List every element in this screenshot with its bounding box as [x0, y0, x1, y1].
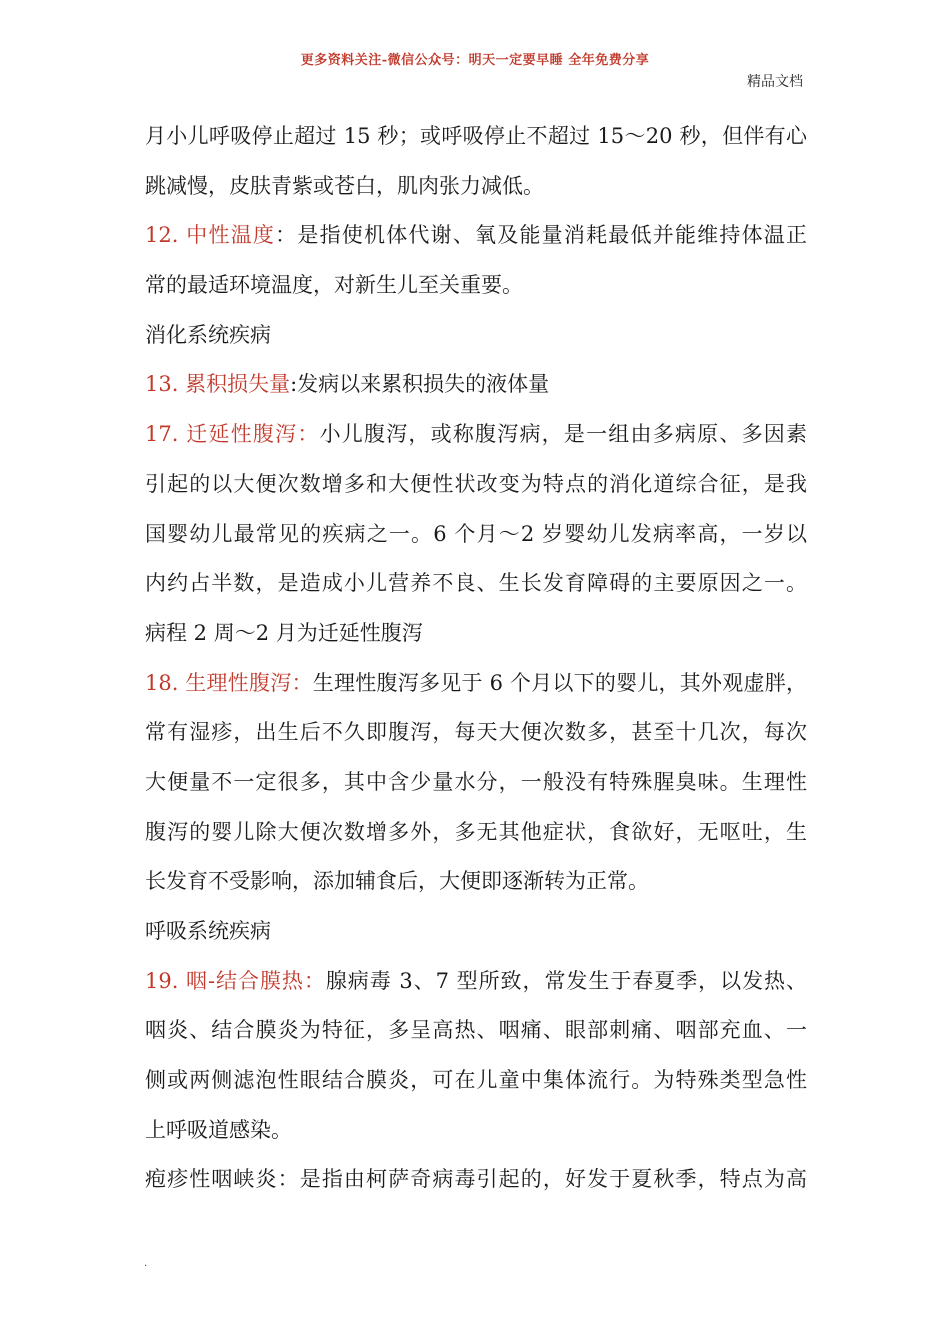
term-heading: 18. 生理性腹泻： — [145, 670, 313, 695]
term-heading: 12. 中性温度 — [145, 223, 276, 248]
line-text: 腹泻的婴儿除大便次数增多外，多无其他症状，食欲好，无呕吐，生 — [145, 819, 807, 844]
line-text: 国婴幼儿最常见的疾病之一。6 个月～2 岁婴幼儿发病率高，一岁以 — [145, 521, 807, 546]
term-heading: 17. 迁延性腹泻： — [145, 422, 320, 447]
text-line — [145, 162, 807, 212]
text-line — [145, 559, 807, 609]
line-text: 侧或两侧滤泡性眼结合膜炎，可在儿童中集体流行。为特殊类型急性 — [145, 1068, 807, 1093]
line-text: 咽炎、结合膜炎为特征，多呈高热、咽痛、眼部刺痛、咽部充血、一 — [145, 1018, 807, 1043]
text-line — [145, 510, 807, 560]
text-line — [145, 957, 807, 1007]
line-text: 月小儿呼吸停止超过 15 秒；或呼吸停止不超过 15～20 秒，但伴有心 — [145, 124, 807, 148]
text-line — [145, 211, 807, 261]
term-heading: 19. 咽-结合膜热： — [145, 968, 326, 993]
text-line — [145, 659, 807, 709]
text-line — [145, 758, 807, 808]
line-text: ：是指使机体代谢、氧及能量消耗最低并能维持体温正 — [275, 223, 808, 248]
line-text: 消化系统疾病 — [145, 322, 271, 347]
line-text: 上呼吸道感染。 — [145, 1117, 292, 1142]
text-line — [145, 708, 807, 758]
text-line — [145, 1155, 807, 1205]
line-text: 疱疹性咽峡炎：是指由柯萨奇病毒引起的，好发于夏秋季，特点为高 — [145, 1167, 807, 1192]
header-promo-text: 更多资料关注-微信公众号：明天一定要早睡 全年免费分享 — [300, 53, 650, 68]
line-text: 小儿腹泻，或称腹泻病，是一组由多病原、多因素 — [319, 422, 808, 447]
term-heading: 13. 累积损失量 — [145, 372, 291, 397]
line-text: 内约占半数，是造成小儿营养不良、生长发育障碍的主要原因之一。 — [145, 571, 807, 596]
line-text: 生理性腹泻多见于 6 个月以下的婴儿，其外观虚胖， — [312, 670, 807, 695]
text-line — [145, 907, 807, 957]
line-text: 腺病毒 3、7 型所致，常发生于春夏季，以发热、 — [325, 968, 807, 993]
line-text: 跳减慢，皮肤青紫或苍白，肌肉张力减低。 — [145, 173, 544, 198]
text-line — [145, 460, 807, 510]
text-line — [145, 112, 807, 162]
text-line — [145, 1006, 807, 1056]
text-line — [145, 360, 807, 410]
text-line — [145, 1106, 807, 1156]
line-text: 病程 2 周～2 月为迁延性腹泻 — [145, 620, 423, 645]
line-text: 常的最适环境温度，对新生儿至关重要。 — [145, 273, 523, 298]
text-line — [145, 1056, 807, 1106]
line-text: 常有湿疹，出生后不久即腹泻，每天大便次数多，甚至十几次，每次 — [145, 720, 807, 745]
document-body — [145, 112, 807, 1205]
text-line — [145, 261, 807, 311]
text-line — [145, 311, 807, 361]
line-text: :发病以来累积损失的液体量 — [290, 372, 550, 397]
text-line — [145, 609, 807, 659]
line-text: 大便量不一定很多，其中含少量水分，一般没有特殊腥臭味。生理性 — [145, 769, 807, 794]
line-text: 呼吸系统疾病 — [145, 919, 271, 943]
line-text: 长发育不受影响，添加辅食后，大便即逐渐转为正常。 — [145, 869, 649, 894]
text-line — [145, 857, 807, 907]
text-line — [145, 410, 807, 460]
line-text: 引起的以大便次数增多和大便性状改变为特点的消化道综合征，是我 — [145, 471, 807, 496]
page-footer-dot: . — [144, 1258, 148, 1269]
text-line — [145, 808, 807, 858]
document-label: 精品文档 — [747, 74, 803, 90]
